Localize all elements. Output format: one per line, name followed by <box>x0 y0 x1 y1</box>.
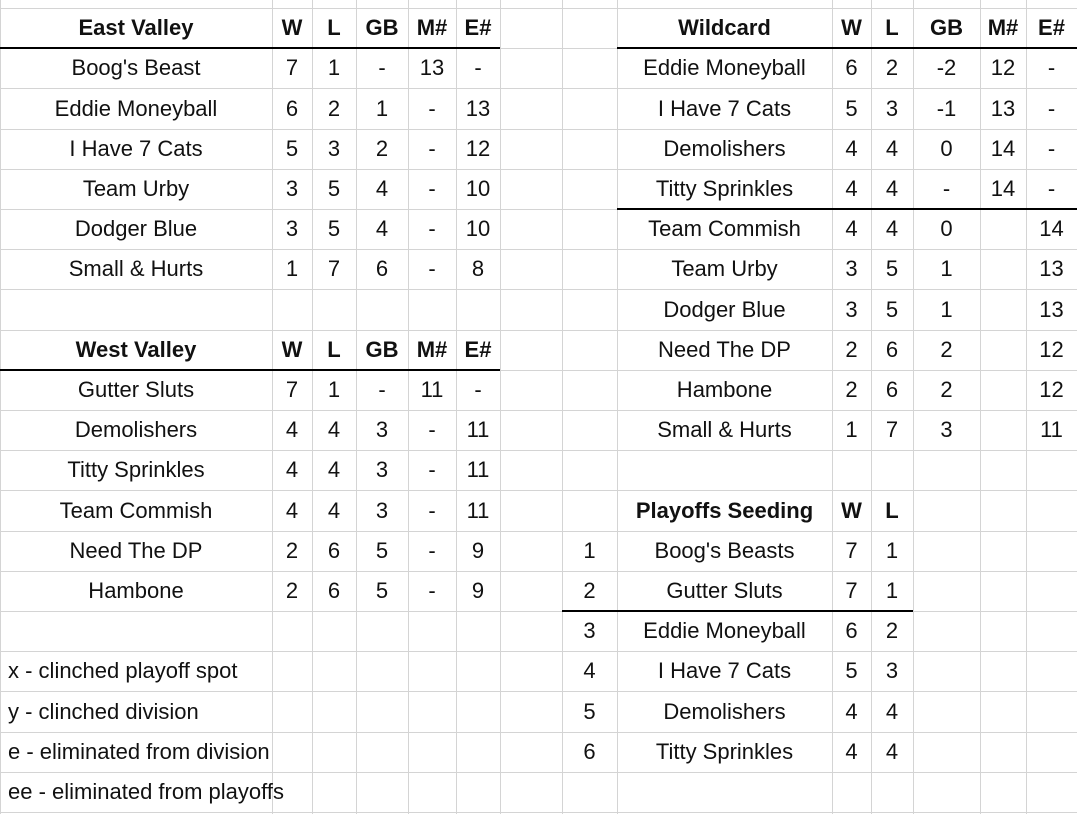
east-valley-team-name: Small & Hurts <box>68 256 204 282</box>
west-valley-stat-cell: - <box>428 417 436 443</box>
west-valley-stat-cell: 5 <box>375 537 389 563</box>
wildcard-team-name: Need The DP <box>658 336 791 362</box>
wildcard-stat-cell: 6 <box>885 376 899 402</box>
wildcard-stat-cell: 4 <box>845 135 858 161</box>
east-valley-stat-cell: 5 <box>327 216 341 242</box>
west-valley-stat-cell: 3 <box>375 417 389 443</box>
wildcard-stat-cell: 3 <box>845 256 858 282</box>
wildcard-stat-cell: 3 <box>885 95 899 121</box>
wildcard-team-name: Demolishers <box>663 135 786 161</box>
east-valley-stat-cell: 1 <box>285 256 299 282</box>
west-valley-title: West Valley <box>75 336 197 362</box>
seeding-team-name: Eddie Moneyball <box>643 618 806 644</box>
west-valley-stat-cell: 11 <box>466 457 490 483</box>
west-valley-team-name: Gutter Sluts <box>77 376 195 402</box>
wildcard-stat-cell: 14 <box>1039 216 1064 242</box>
east-valley-stat-cell: 8 <box>471 256 485 282</box>
seeding-stat-cell: 5 <box>845 658 858 684</box>
west-valley-stat-cell: 11 <box>420 376 444 402</box>
west-valley-team-name: Need The DP <box>69 537 203 563</box>
seeding-header-w: W <box>841 497 862 523</box>
seeding-stat-cell: 2 <box>885 618 899 644</box>
west-valley-header-w: W <box>281 336 303 362</box>
west-valley-stat-cell: 2 <box>285 577 299 603</box>
west-valley-stat-cell: - <box>428 537 436 563</box>
east-valley-stat-cell: 5 <box>285 135 299 161</box>
wildcard-stat-cell: 13 <box>1039 256 1064 282</box>
wildcard-team-name: Dodger Blue <box>663 296 786 322</box>
seeding-stat-cell: 4 <box>885 738 899 764</box>
wildcard-stat-cell: 5 <box>885 256 899 282</box>
east-valley-stat-cell: 7 <box>327 256 341 282</box>
wildcard-stat-cell: 12 <box>1039 376 1064 402</box>
east-valley-header-m-num: M# <box>416 15 448 41</box>
west-valley-stat-cell: - <box>428 497 436 523</box>
wildcard-team-name: Team Commish <box>648 216 801 242</box>
east-valley-stat-cell: - <box>428 216 436 242</box>
wildcard-stat-cell: 12 <box>1039 336 1064 362</box>
wildcard-stat-cell: 11 <box>1040 417 1063 443</box>
west-valley-team-name: Titty Sprinkles <box>67 457 205 483</box>
wildcard-stat-cell: - <box>1047 175 1056 201</box>
west-valley-stat-cell: 5 <box>375 577 389 603</box>
wildcard-stat-cell: 6 <box>885 336 899 362</box>
wildcard-stat-cell: 0 <box>940 135 953 161</box>
west-valley-header-underline <box>0 369 500 371</box>
wildcard-stat-cell: -2 <box>936 55 957 81</box>
east-valley-stat-cell: 5 <box>327 175 341 201</box>
west-valley-stat-cell: - <box>474 376 482 402</box>
wildcard-stat-cell: 4 <box>885 135 899 161</box>
seeding-title: Playoffs Seeding <box>635 497 814 523</box>
east-valley-header-w: W <box>281 15 303 41</box>
west-valley-stat-cell: 6 <box>327 537 341 563</box>
east-valley-stat-cell: 6 <box>375 256 389 282</box>
west-valley-stat-cell: 4 <box>327 457 341 483</box>
seed-number: 4 <box>583 658 596 684</box>
seeding-stat-cell: 6 <box>845 618 858 644</box>
seeding-stat-cell: 4 <box>885 698 899 724</box>
east-valley-stat-cell: 4 <box>375 175 389 201</box>
wildcard-stat-cell: 13 <box>1039 296 1064 322</box>
seeding-bye-line <box>562 610 913 612</box>
west-valley-header-m-num: M# <box>416 336 448 362</box>
seeding-stat-cell: 1 <box>885 537 899 563</box>
wildcard-stat-cell: 6 <box>845 55 858 81</box>
wildcard-title: Wildcard <box>678 15 771 41</box>
east-valley-team-name: Boog's Beast <box>71 55 201 81</box>
wildcard-stat-cell: 4 <box>845 175 858 201</box>
wildcard-stat-cell: 1 <box>940 296 953 322</box>
east-valley-stat-cell: - <box>474 55 482 81</box>
west-valley-stat-cell: 3 <box>375 497 389 523</box>
wildcard-team-name: Hambone <box>676 376 773 402</box>
wildcard-team-name: Eddie Moneyball <box>643 55 806 81</box>
east-valley-stat-cell: 3 <box>285 216 299 242</box>
legend-item: y - clinched division <box>8 698 199 724</box>
wildcard-stat-cell: 14 <box>990 135 1016 161</box>
wildcard-stat-cell: 14 <box>990 175 1016 201</box>
wildcard-header-m-num: M# <box>987 15 1019 41</box>
east-valley-stat-cell: 10 <box>465 216 491 242</box>
west-valley-stat-cell: 4 <box>285 457 299 483</box>
seeding-stat-cell: 1 <box>885 577 899 603</box>
west-valley-stat-cell: 7 <box>285 376 299 402</box>
wildcard-stat-cell: 2 <box>940 336 953 362</box>
east-valley-stat-cell: 12 <box>465 135 491 161</box>
wildcard-stat-cell: 5 <box>885 296 899 322</box>
legend-item: x - clinched playoff spot <box>8 658 238 684</box>
west-valley-stat-cell: 3 <box>375 457 389 483</box>
wildcard-cutoff-line <box>617 208 1077 210</box>
legend-item: ee - eliminated from playoffs <box>8 778 284 804</box>
west-valley-stat-cell: 11 <box>466 417 490 443</box>
west-valley-stat-cell: - <box>428 577 436 603</box>
east-valley-stat-cell: 13 <box>419 55 445 81</box>
east-valley-team-name: Eddie Moneyball <box>54 95 218 121</box>
west-valley-header-e-num: E# <box>464 336 492 362</box>
seeding-stat-cell: 7 <box>845 537 858 563</box>
seeding-team-name: I Have 7 Cats <box>657 658 792 684</box>
wildcard-stat-cell: 2 <box>940 376 953 402</box>
seeding-header-l: L <box>885 497 899 523</box>
east-valley-stat-cell: 6 <box>285 95 299 121</box>
east-valley-stat-cell: 13 <box>465 95 491 121</box>
east-valley-header-e-num: E# <box>464 15 492 41</box>
wildcard-stat-cell: 4 <box>885 216 899 242</box>
east-valley-stat-cell: - <box>428 95 436 121</box>
seeding-stat-cell: 7 <box>845 577 858 603</box>
wildcard-header-e-num: E# <box>1038 15 1065 41</box>
west-valley-team-name: Team Commish <box>59 497 213 523</box>
west-valley-stat-cell: 11 <box>466 497 490 523</box>
seed-number: 6 <box>583 738 596 764</box>
wildcard-team-name: Team Urby <box>671 256 778 282</box>
east-valley-team-name: Dodger Blue <box>74 216 198 242</box>
east-valley-team-name: I Have 7 Cats <box>69 135 203 161</box>
wildcard-header-l: L <box>885 15 899 41</box>
seeding-team-name: Boog's Beasts <box>654 537 795 563</box>
east-valley-stat-cell: - <box>428 256 436 282</box>
west-valley-stat-cell: 1 <box>327 376 341 402</box>
east-valley-stat-cell: 3 <box>285 175 299 201</box>
east-valley-stat-cell: 10 <box>465 175 491 201</box>
east-valley-stat-cell: - <box>428 135 436 161</box>
wildcard-stat-cell: 12 <box>990 55 1016 81</box>
east-valley-stat-cell: 3 <box>327 135 341 161</box>
seeding-team-name: Demolishers <box>663 698 786 724</box>
east-valley-header-underline <box>0 47 500 49</box>
wildcard-stat-cell: 4 <box>845 216 858 242</box>
west-valley-stat-cell: - <box>378 376 386 402</box>
wildcard-stat-cell: 5 <box>845 95 858 121</box>
seeding-stat-cell: 4 <box>845 698 858 724</box>
east-valley-title: East Valley <box>78 15 194 41</box>
seed-number: 3 <box>583 618 596 644</box>
east-valley-stat-cell: - <box>428 175 436 201</box>
seeding-stat-cell: 4 <box>845 738 858 764</box>
east-valley-stat-cell: 7 <box>285 55 299 81</box>
west-valley-header-l: L <box>327 336 341 362</box>
wildcard-team-name: I Have 7 Cats <box>657 95 792 121</box>
east-valley-stat-cell: 2 <box>375 135 389 161</box>
wildcard-stat-cell: 2 <box>845 336 858 362</box>
wildcard-stat-cell: 1 <box>940 256 953 282</box>
legend-item: e - eliminated from division <box>8 738 270 764</box>
wildcard-stat-cell: - <box>942 175 951 201</box>
wildcard-header-gb: GB <box>930 15 963 41</box>
west-valley-stat-cell: 6 <box>327 577 341 603</box>
west-valley-stat-cell: 4 <box>285 417 299 443</box>
seed-number: 5 <box>583 698 596 724</box>
wildcard-stat-cell: - <box>1047 135 1056 161</box>
west-valley-stat-cell: 9 <box>471 577 485 603</box>
west-valley-team-name: Demolishers <box>74 417 198 443</box>
wildcard-stat-cell: 2 <box>845 376 858 402</box>
wildcard-stat-cell: 1 <box>845 417 858 443</box>
seeding-team-name: Titty Sprinkles <box>655 738 794 764</box>
wildcard-stat-cell: 3 <box>845 296 858 322</box>
wildcard-stat-cell: 13 <box>990 95 1016 121</box>
east-valley-header-l: L <box>327 15 341 41</box>
west-valley-stat-cell: 2 <box>285 537 299 563</box>
wildcard-stat-cell: 4 <box>885 175 899 201</box>
wildcard-stat-cell: 2 <box>885 55 899 81</box>
seed-number: 2 <box>583 577 596 603</box>
seeding-team-name: Gutter Sluts <box>666 577 783 603</box>
west-valley-team-name: Hambone <box>88 577 184 603</box>
east-valley-team-name: Team Urby <box>82 175 190 201</box>
west-valley-stat-cell: - <box>428 457 436 483</box>
seeding-stat-cell: 3 <box>885 658 899 684</box>
west-valley-stat-cell: 4 <box>327 497 341 523</box>
west-valley-stat-cell: 9 <box>471 537 485 563</box>
wildcard-header-underline <box>617 47 1077 49</box>
wildcard-team-name: Titty Sprinkles <box>655 175 794 201</box>
wildcard-stat-cell: - <box>1047 95 1056 121</box>
wildcard-stat-cell: 7 <box>885 417 899 443</box>
wildcard-stat-cell: - <box>1047 55 1056 81</box>
east-valley-stat-cell: 1 <box>375 95 389 121</box>
wildcard-stat-cell: 3 <box>940 417 953 443</box>
wildcard-stat-cell: -1 <box>936 95 957 121</box>
east-valley-stat-cell: 4 <box>375 216 389 242</box>
west-valley-header-gb: GB <box>365 336 399 362</box>
east-valley-stat-cell: - <box>378 55 386 81</box>
west-valley-stat-cell: 4 <box>285 497 299 523</box>
wildcard-stat-cell: 0 <box>940 216 953 242</box>
wildcard-header-w: W <box>841 15 862 41</box>
east-valley-stat-cell: 1 <box>327 55 341 81</box>
west-valley-stat-cell: 4 <box>327 417 341 443</box>
east-valley-header-gb: GB <box>365 15 399 41</box>
wildcard-team-name: Small & Hurts <box>657 417 792 443</box>
seed-number: 1 <box>583 537 596 563</box>
east-valley-stat-cell: 2 <box>327 95 341 121</box>
